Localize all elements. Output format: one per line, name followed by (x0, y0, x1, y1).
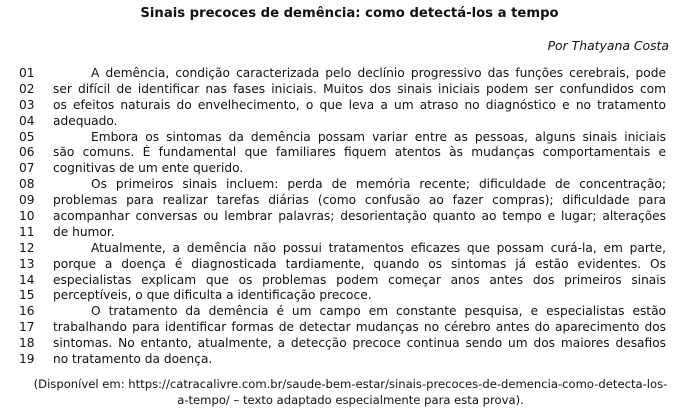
text-line (0, 304, 699, 320)
line-number: 13 (19, 256, 35, 271)
text-line (0, 209, 699, 225)
line-number: 09 (19, 193, 35, 208)
text-line (0, 241, 699, 257)
text-line (0, 82, 699, 98)
text-line (0, 336, 699, 352)
line-number: 04 (19, 113, 35, 128)
line-text: os efeitos naturais do envelhecimento, o que leva a um atraso no diagnóstico e no tratamento (53, 97, 666, 112)
line-number: 19 (19, 352, 35, 367)
line-text: porque a doença é diagnosticada tardiamente, quando os sintomas já estão evidentes. Os (53, 256, 666, 271)
text-line (0, 145, 699, 161)
line-number: 18 (19, 336, 35, 351)
line-text: O tratamento da demência é um campo em constante pesquisa, e especialistas estão (91, 304, 666, 319)
line-number: 11 (19, 224, 35, 239)
line-text: ser difícil de identificar nas fases iniciais. Muitos dos sinais iniciais podem ser confundidos com (53, 81, 666, 96)
line-text: acompanhar conversas ou lembrar palavras; desorientação quanto ao tempo e lugar; alterações (53, 209, 666, 224)
article-author: Por Thatyana Costa (547, 38, 669, 53)
source-line-1: (Disponível em: https://catracalivre.com.br/saude-bem-estar/sinais-precoces-de-demencia-como-detecta-los- (33, 377, 668, 391)
line-number: 15 (19, 288, 35, 303)
line-number: 02 (19, 81, 35, 96)
text-line (0, 288, 699, 304)
text-line (0, 320, 699, 336)
line-number: 03 (19, 97, 35, 112)
line-number: 01 (19, 66, 35, 80)
line-text: são comuns. É fundamental que familiares fiquem atentos às mudanças comportamentais e (53, 145, 666, 160)
line-number: 06 (19, 145, 35, 160)
numbered-text-lines (0, 66, 699, 368)
line-text: adequado. (53, 113, 118, 128)
line-text: sintomas. No entanto, atualmente, a detecção precoce continua sendo um dos maiores desafios (53, 336, 666, 351)
line-text: especialistas explicam que os problemas podem começar anos antes dos primeiros sinais (53, 272, 666, 287)
text-line (0, 130, 699, 146)
line-number: 14 (19, 272, 35, 287)
line-text: trabalhando para identificar formas de detectar mudanças no cérebro antes do aparecimento dos (53, 320, 666, 335)
text-line (0, 98, 699, 114)
text-line (0, 193, 699, 209)
article-title: Sinais precoces de demência: como detectá-los a tempo (140, 6, 559, 21)
text-line (0, 352, 699, 368)
line-text: problemas para realizar tarefas diárias (como confusão ao fazer compras); dificuldade para (53, 193, 666, 208)
line-number: 17 (19, 320, 35, 335)
line-text: de humor. (53, 224, 115, 239)
line-text: no tratamento da doença. (53, 352, 213, 367)
line-number: 12 (19, 240, 35, 255)
line-number: 07 (19, 161, 35, 176)
text-line (0, 273, 699, 289)
line-text: Os primeiros sinais incluem: perda de memória recente; dificuldade de concentração; (91, 177, 666, 192)
line-text: A demência, condição caracterizada pelo declínio progressivo das funções cerebrais, pode (91, 66, 666, 80)
text-line (0, 177, 699, 193)
text-line (0, 161, 699, 177)
source-citation (30, 377, 671, 408)
line-text: Atualmente, a demência não possui tratamentos eficazes que possam curá-la, em parte, (91, 240, 666, 255)
line-number: 16 (19, 304, 35, 319)
text-line (0, 114, 699, 130)
line-number: 05 (19, 129, 35, 144)
line-number: 10 (19, 209, 35, 224)
text-line (0, 257, 699, 273)
source-line-2: a-tempo/ – texto adaptado especialmente para esta prova). (177, 392, 524, 407)
line-number: 08 (19, 177, 35, 192)
line-text: Embora os sintomas da demência possam variar entre as pessoas, alguns sinais iniciais (91, 129, 666, 144)
text-line (0, 66, 699, 82)
line-text: cognitivas de um ente querido. (53, 161, 244, 176)
text-line (0, 225, 699, 241)
line-text: perceptíveis, o que dificulta a identificação precoce. (53, 288, 372, 303)
